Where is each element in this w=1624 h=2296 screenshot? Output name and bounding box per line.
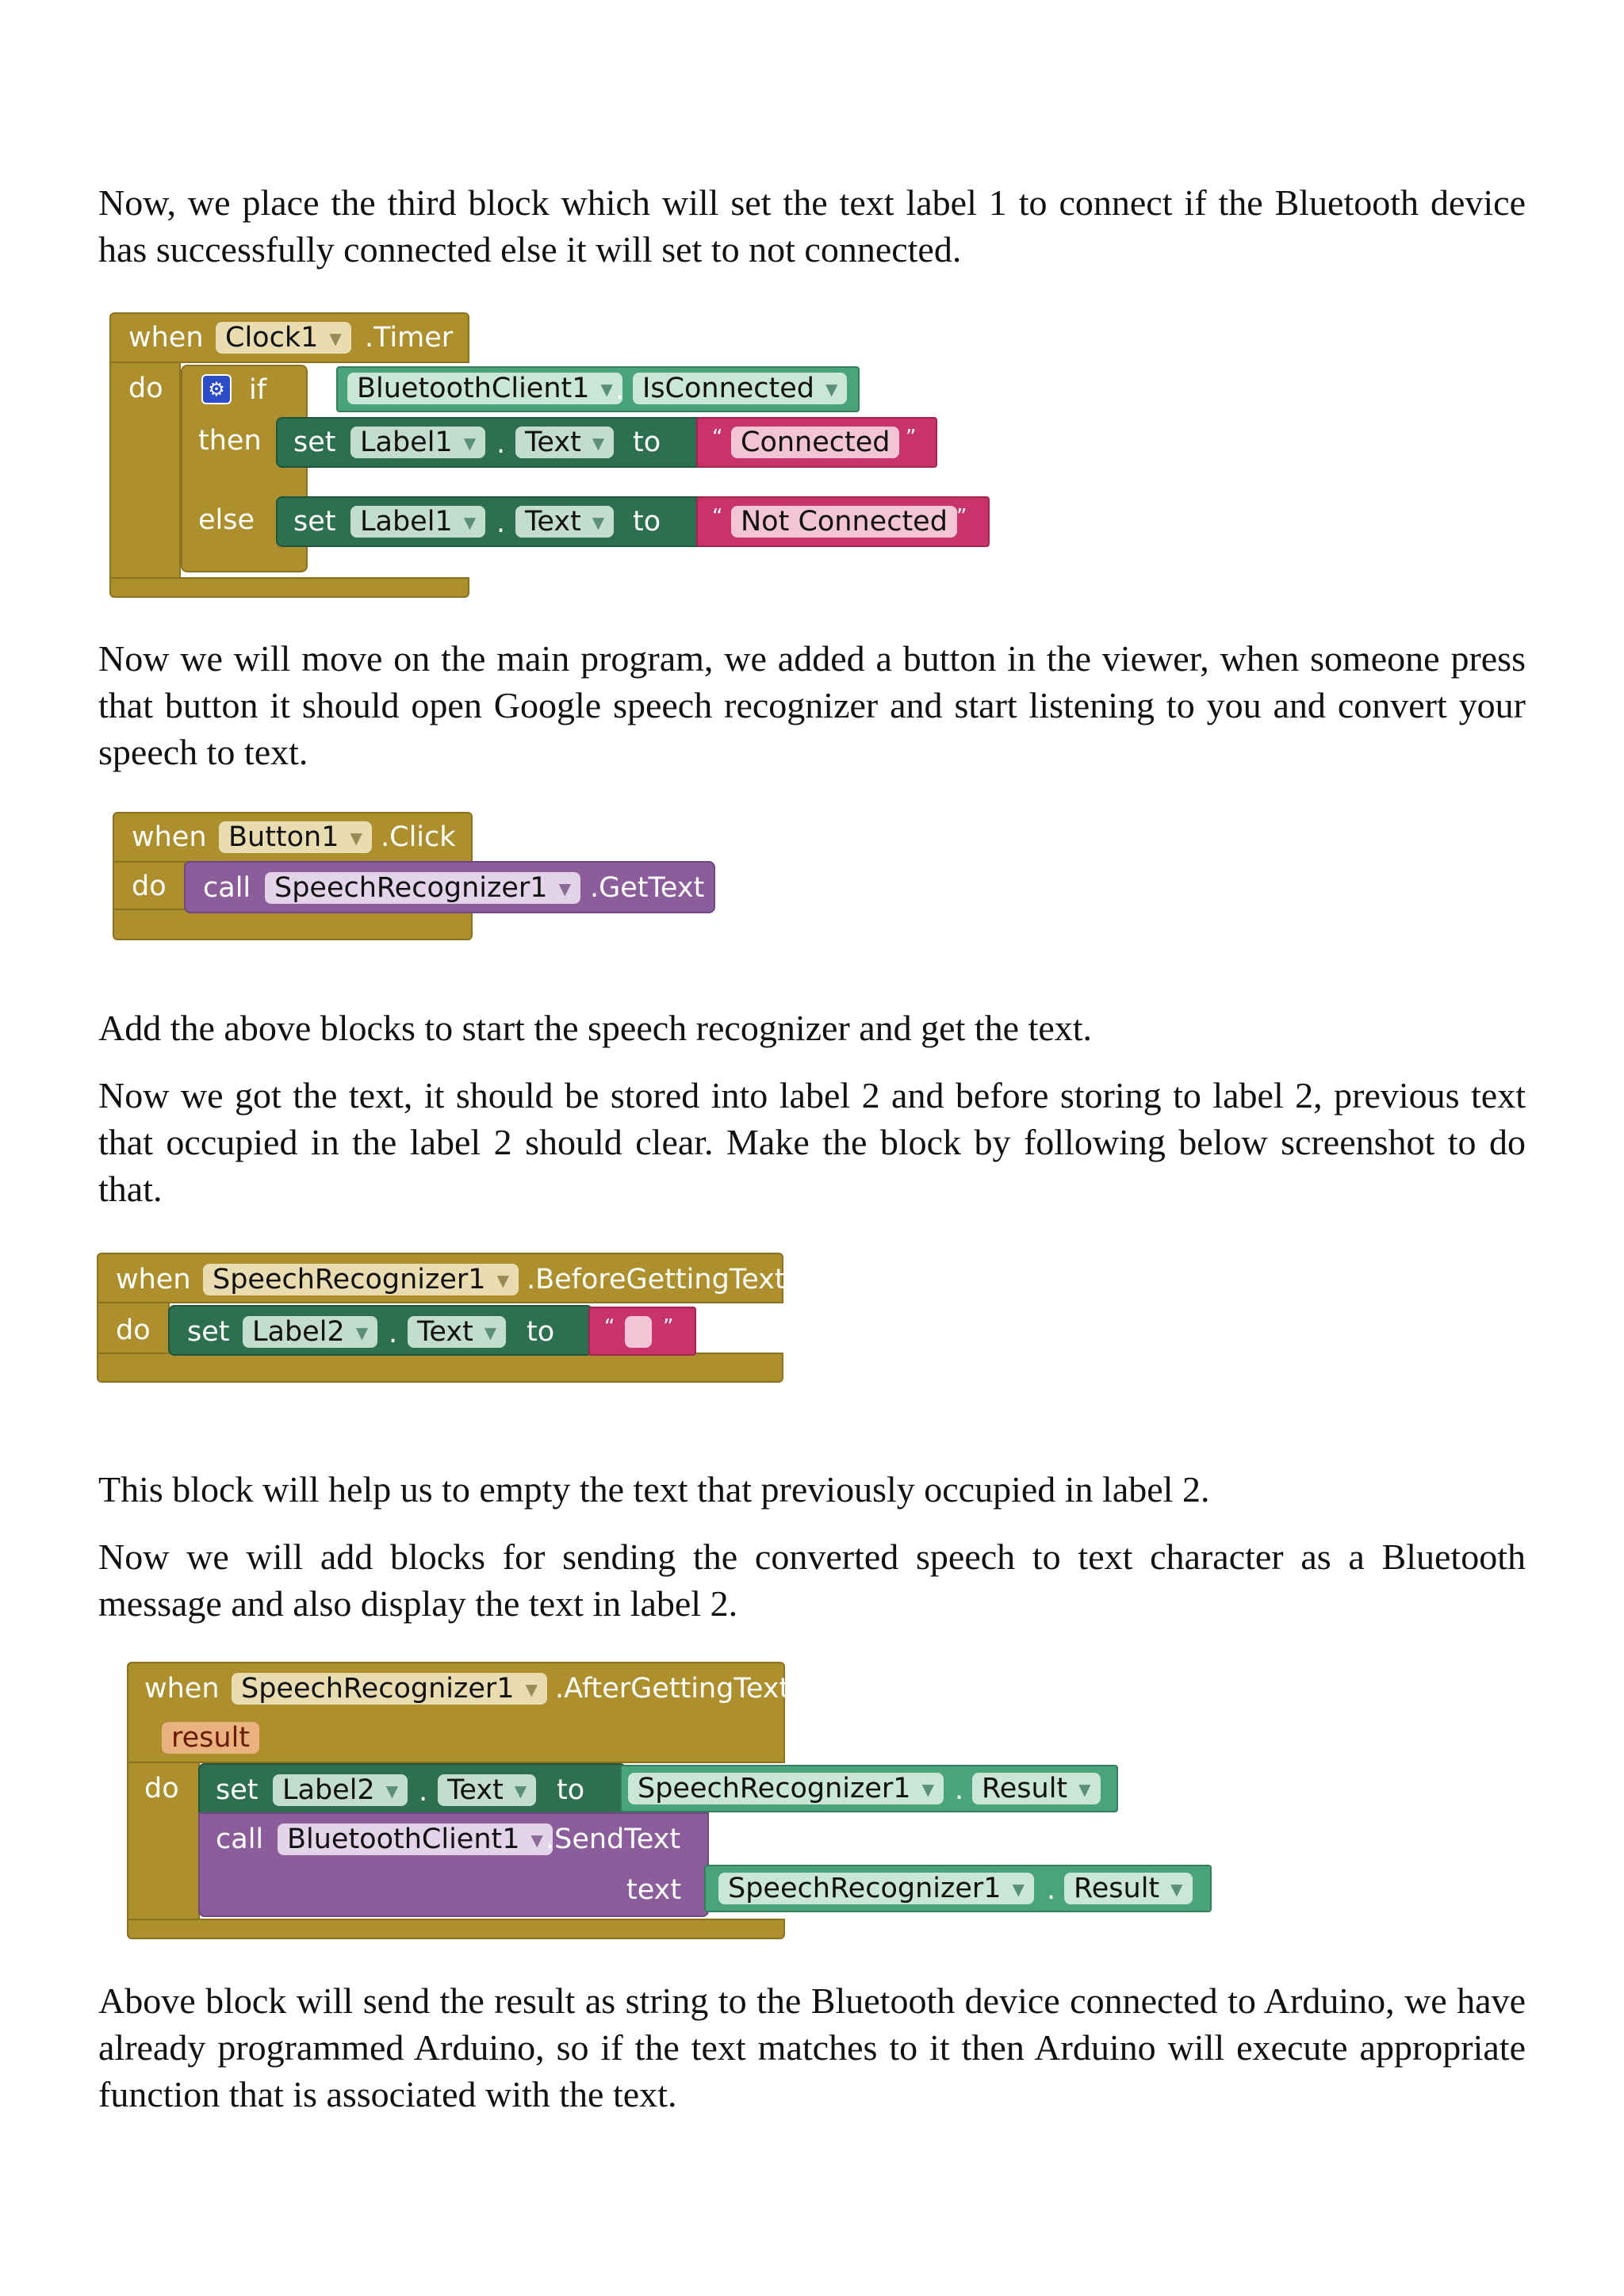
when-keyword: when [128, 322, 204, 354]
to-keyword: to [633, 506, 661, 538]
then-text-field[interactable] [731, 427, 899, 458]
dropdown-arrow-icon: ▼ [329, 329, 342, 348]
then-label-dropdown[interactable] [350, 427, 485, 458]
paragraph-3: Add the above blocks to start the speech recognizer and get the text. [98, 1008, 1093, 1048]
then-text-value: Connected [741, 427, 891, 458]
quote-close: ” [663, 1315, 674, 1339]
else-text-field[interactable] [731, 506, 957, 538]
event-name: .Timer [365, 322, 454, 354]
when-keyword: when [144, 1673, 220, 1705]
paragraph-6: Now we will add blocks for sending the converted speech to text character as a Bluetooth message and also display the text in label 2. [98, 1536, 1526, 1624]
else-label-dropdown[interactable] [350, 506, 485, 538]
else-label-name: Label1 [360, 506, 453, 538]
else-property-dropdown[interactable] [515, 506, 614, 538]
component-label: SpeechRecognizer1 [241, 1673, 515, 1705]
dropdown-arrow-icon: ▼ [350, 828, 362, 848]
event-block-foot [109, 577, 469, 598]
dot-separator: . [496, 507, 506, 539]
quote-open: “ [712, 426, 723, 450]
if-keyword: if [249, 374, 267, 406]
event-name: .BeforeGettingText [527, 1264, 786, 1295]
empty-text-field[interactable] [625, 1316, 652, 1348]
paragraph-1: Now, we place the third block which will set the text label 1 to connect if the Bluetooth device has successfully connected else it will set to not connected. [98, 182, 1526, 270]
dropdown-arrow-icon: ▼ [496, 1271, 509, 1290]
dropdown-arrow-icon: ▼ [1012, 1880, 1025, 1899]
dropdown-arrow-icon: ▼ [825, 380, 838, 399]
dropdown-arrow-icon: ▼ [463, 434, 477, 453]
quote-close: ” [956, 505, 967, 529]
dropdown-arrow-icon: ▼ [355, 1323, 369, 1342]
then-property-dropdown[interactable] [515, 427, 614, 458]
method-name: .GetText [590, 872, 705, 904]
component-dropdown[interactable] [216, 322, 351, 354]
when-keyword: when [116, 1264, 191, 1295]
label-name: Label2 [252, 1316, 345, 1348]
call-keyword: call [203, 872, 251, 904]
condition-component-label: BluetoothClient1 [357, 373, 590, 404]
do-keyword: do [128, 373, 163, 404]
dropdown-arrow-icon: ▼ [385, 1781, 399, 1800]
source-component-dropdown[interactable] [628, 1773, 944, 1804]
condition-component-dropdown[interactable] [347, 373, 625, 406]
dropdown-arrow-icon: ▼ [600, 380, 613, 399]
do-keyword: do [132, 871, 167, 902]
dot-separator: . [615, 374, 625, 406]
set-keyword: set [293, 506, 336, 538]
argument-label: text [626, 1874, 682, 1906]
label-name: Label2 [282, 1774, 375, 1806]
do-keyword: do [144, 1773, 179, 1804]
property-label: Text [417, 1316, 473, 1348]
then-property-label: Text [525, 427, 581, 458]
dropdown-arrow-icon: ▼ [463, 513, 477, 532]
component-label: SpeechRecognizer1 [213, 1264, 486, 1295]
paragraph-7: Above block will send the result as string to the Bluetooth device connected to Arduino, we have already programmed Arduino, so if the text matches to it then Arduino will execute appropriate function that is associated with the text. [98, 1980, 1526, 2114]
condition-property-dropdown[interactable] [633, 373, 847, 404]
then-keyword: then [198, 425, 262, 457]
dot-separator: . [496, 428, 506, 460]
event-name: .AfterGettingText [555, 1673, 791, 1705]
callee-dropdown[interactable] [265, 872, 580, 904]
do-keyword: do [116, 1314, 151, 1346]
arg-property-label: Result [1074, 1873, 1160, 1904]
dot-separator: . [389, 1318, 398, 1349]
paragraph-4: Now we got the text, it should be stored into label 2 and before storing to label 2, previous text that occupied in the label 2 should clear. Make the block by following below screenshot to do that. [98, 1075, 1526, 1209]
arg-component-label: SpeechRecognizer1 [728, 1873, 1002, 1904]
dropdown-arrow-icon: ▼ [514, 1781, 527, 1800]
method-name: .SendText [546, 1823, 681, 1855]
set-keyword: set [187, 1316, 230, 1348]
call-keyword: call [216, 1823, 264, 1855]
source-property-dropdown[interactable] [972, 1773, 1101, 1804]
event-block-foot [97, 1353, 783, 1383]
else-text-value: Not Connected [741, 506, 948, 538]
dropdown-arrow-icon: ▼ [558, 879, 571, 898]
component-dropdown[interactable] [203, 1264, 519, 1295]
event-block-foot [113, 909, 473, 940]
property-label: Text [447, 1774, 504, 1806]
component-label: Button1 [228, 821, 339, 853]
when-keyword: when [132, 821, 207, 853]
dot-separator: . [1047, 1874, 1056, 1906]
condition-property-label: IsConnected [642, 373, 815, 404]
dropdown-arrow-icon: ▼ [1078, 1780, 1091, 1799]
callee-label: BluetoothClient1 [287, 1823, 520, 1855]
component-dropdown[interactable] [232, 1673, 547, 1705]
arg-property-dropdown[interactable] [1064, 1873, 1193, 1904]
to-keyword: to [633, 427, 661, 458]
label-dropdown[interactable] [273, 1774, 408, 1806]
dot-separator: . [955, 1774, 964, 1806]
property-dropdown[interactable] [408, 1316, 506, 1348]
mutator-gear-icon[interactable]: ⚙ [201, 374, 232, 404]
result-parameter-label: result [171, 1722, 251, 1754]
result-parameter[interactable] [162, 1722, 259, 1754]
dropdown-arrow-icon: ▼ [484, 1323, 497, 1342]
paragraph-5: This block will help us to empty the text that previously occupied in label 2. [98, 1469, 1210, 1510]
source-property-label: Result [982, 1773, 1068, 1804]
to-keyword: to [557, 1774, 585, 1806]
property-dropdown[interactable] [438, 1774, 536, 1806]
then-label-name: Label1 [360, 427, 453, 458]
arg-component-dropdown[interactable] [718, 1873, 1034, 1904]
component-label: Clock1 [225, 322, 319, 354]
event-name: .Click [381, 821, 456, 853]
else-keyword: else [198, 504, 255, 536]
to-keyword: to [527, 1316, 555, 1348]
dropdown-arrow-icon: ▼ [530, 1831, 543, 1850]
dropdown-arrow-icon: ▼ [525, 1680, 538, 1699]
set-keyword: set [216, 1774, 259, 1806]
dot-separator: . [419, 1776, 428, 1808]
quote-open: “ [712, 505, 723, 529]
paragraph-2: Now we will move on the main program, we added a button in the viewer, when someone press that button it should open Google speech recognizer and start listening to you and convert your speech to text. [98, 638, 1526, 772]
dropdown-arrow-icon: ▼ [921, 1780, 934, 1799]
source-component-label: SpeechRecognizer1 [638, 1773, 911, 1804]
set-keyword: set [293, 427, 336, 458]
quote-open: “ [604, 1315, 615, 1339]
label-dropdown[interactable] [243, 1316, 377, 1348]
event-block-foot [127, 1919, 785, 1939]
callee-dropdown[interactable] [278, 1823, 553, 1855]
callee-label: SpeechRecognizer1 [274, 872, 548, 904]
quote-close: ” [906, 426, 917, 450]
else-property-label: Text [525, 506, 581, 538]
dropdown-arrow-icon: ▼ [592, 513, 605, 532]
dropdown-arrow-icon: ▼ [1170, 1880, 1183, 1899]
dropdown-arrow-icon: ▼ [592, 434, 605, 453]
component-dropdown[interactable] [219, 821, 372, 853]
